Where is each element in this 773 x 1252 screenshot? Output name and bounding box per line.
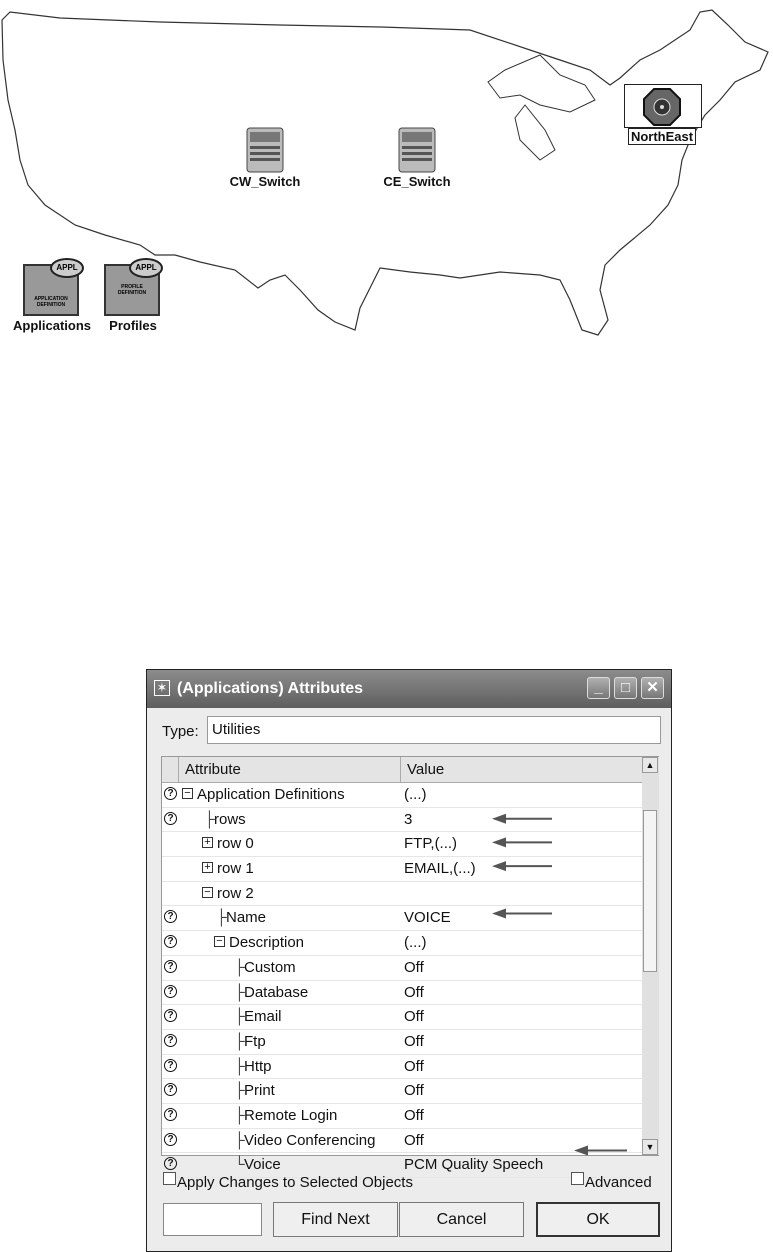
table-row[interactable] bbox=[162, 857, 642, 882]
close-icon: ✕ bbox=[646, 679, 659, 696]
attribute-value[interactable]: EMAIL,(...) bbox=[404, 860, 476, 878]
attribute-value[interactable]: FTP,(...) bbox=[404, 835, 458, 853]
ok-button[interactable]: OK bbox=[536, 1202, 660, 1237]
type-field[interactable]: Utilities bbox=[207, 716, 661, 744]
advanced-checkbox[interactable] bbox=[571, 1172, 584, 1185]
scrollbar-thumb[interactable] bbox=[643, 810, 657, 972]
attribute-value[interactable]: 3 bbox=[404, 810, 413, 828]
applications-node[interactable] bbox=[6, 258, 98, 333]
attribute-name: Ftp bbox=[244, 1032, 266, 1050]
scroll-down-arrow-icon[interactable]: ▼ bbox=[642, 1139, 658, 1155]
collapse-icon[interactable]: − bbox=[214, 936, 225, 947]
tree-connector: ├ bbox=[234, 1057, 245, 1075]
attribute-name: Application Definitions bbox=[197, 786, 345, 803]
help-icon[interactable]: ? bbox=[164, 960, 177, 973]
subnet-icon bbox=[641, 86, 683, 128]
tree-connector: ├ bbox=[216, 909, 227, 927]
attributes-table bbox=[161, 756, 659, 1174]
northeast-subnet-node[interactable] bbox=[622, 84, 702, 146]
attribute-value[interactable]: Off bbox=[404, 1082, 424, 1100]
help-icon[interactable]: ? bbox=[164, 812, 177, 825]
attribute-value[interactable]: Off bbox=[404, 1057, 424, 1075]
vertical-scrollbar[interactable] bbox=[642, 757, 659, 1155]
help-icon[interactable]: ? bbox=[164, 1009, 177, 1022]
close-button[interactable] bbox=[641, 677, 664, 699]
dialog-title: (Applications) Attributes bbox=[177, 680, 364, 697]
cancel-button[interactable]: Cancel bbox=[399, 1202, 524, 1237]
table-row[interactable] bbox=[162, 832, 642, 857]
appl-badge: APPL bbox=[129, 258, 163, 278]
app-star-icon: ✶ bbox=[154, 680, 170, 696]
node-label: Profiles bbox=[109, 318, 157, 333]
find-input[interactable] bbox=[163, 1203, 262, 1236]
attribute-name: Print bbox=[244, 1082, 275, 1100]
tree-connector: ├ bbox=[234, 983, 245, 1001]
help-icon[interactable]: ? bbox=[164, 1083, 177, 1096]
attribute-value[interactable]: Off bbox=[404, 958, 424, 976]
help-icon[interactable]: ? bbox=[164, 910, 177, 923]
help-icon[interactable]: ? bbox=[164, 1133, 177, 1146]
help-icon[interactable]: ? bbox=[164, 1059, 177, 1072]
tree-connector: ├ bbox=[234, 1106, 245, 1124]
attributes-dialog bbox=[146, 669, 672, 1252]
tree-connector: └ bbox=[234, 1156, 245, 1174]
attribute-name: rows bbox=[214, 810, 246, 828]
attribute-name: Custom bbox=[244, 958, 296, 976]
attribute-value[interactable]: (...) bbox=[404, 934, 427, 952]
icon-caption: PROFILE DEFINITION bbox=[117, 284, 147, 296]
table-row[interactable] bbox=[162, 1129, 642, 1154]
tree-connector: ├ bbox=[204, 810, 215, 828]
table-row[interactable] bbox=[162, 981, 642, 1006]
advanced-label: Advanced bbox=[585, 1174, 652, 1191]
tree-connector: ├ bbox=[234, 1032, 245, 1050]
scroll-up-arrow-icon[interactable]: ▲ bbox=[642, 757, 658, 773]
expand-icon[interactable]: + bbox=[202, 862, 213, 873]
attribute-name: row 2 bbox=[217, 884, 254, 902]
appl-badge: APPL bbox=[50, 258, 84, 278]
tree-connector: ├ bbox=[234, 1008, 245, 1026]
node-label: Applications bbox=[12, 318, 91, 333]
attribute-name: Video Conferencing bbox=[244, 1131, 376, 1149]
attribute-name: Email bbox=[244, 1008, 282, 1026]
table-row[interactable] bbox=[162, 1104, 642, 1129]
node-label: CE_Switch bbox=[383, 174, 451, 189]
switch-icon bbox=[244, 126, 286, 174]
table-row[interactable] bbox=[162, 1005, 642, 1030]
help-icon[interactable]: ? bbox=[164, 1108, 177, 1121]
attribute-name: Http bbox=[244, 1057, 272, 1075]
maximize-button[interactable] bbox=[614, 677, 637, 699]
attribute-column-header[interactable]: Attribute bbox=[179, 757, 401, 782]
help-icon[interactable]: ? bbox=[164, 1157, 177, 1170]
help-column-header bbox=[162, 757, 179, 782]
help-icon[interactable]: ? bbox=[164, 787, 177, 800]
node-label: CW_Switch bbox=[229, 174, 301, 189]
table-body bbox=[162, 783, 642, 1178]
apply-changes-checkbox[interactable] bbox=[163, 1172, 176, 1185]
attribute-value[interactable]: Off bbox=[404, 1131, 424, 1149]
attribute-value[interactable]: Off bbox=[404, 1008, 424, 1026]
apply-changes-label: Apply Changes to Selected Objects bbox=[177, 1174, 413, 1191]
table-row[interactable] bbox=[162, 783, 642, 808]
help-icon[interactable]: ? bbox=[164, 985, 177, 998]
attribute-value[interactable]: VOICE bbox=[404, 909, 451, 927]
minimize-icon: _ bbox=[594, 679, 603, 696]
profiles-node[interactable] bbox=[100, 258, 166, 333]
node-label: NorthEast bbox=[628, 128, 696, 145]
minimize-button[interactable] bbox=[587, 677, 610, 699]
ce-switch-node[interactable] bbox=[377, 126, 457, 189]
collapse-icon[interactable]: − bbox=[202, 887, 213, 898]
table-row[interactable] bbox=[162, 931, 642, 956]
title-bar[interactable] bbox=[147, 670, 671, 708]
network-map[interactable] bbox=[0, 0, 773, 345]
tree-connector: ├ bbox=[234, 958, 245, 976]
table-row[interactable] bbox=[162, 1079, 642, 1104]
help-icon[interactable]: ? bbox=[164, 935, 177, 948]
attribute-name: row 1 bbox=[217, 860, 254, 878]
attribute-name: Voice bbox=[244, 1156, 281, 1174]
attribute-name: Description bbox=[229, 934, 305, 952]
table-row[interactable] bbox=[162, 906, 642, 931]
table-header bbox=[162, 757, 642, 783]
attribute-value[interactable]: (...) bbox=[404, 786, 427, 803]
attribute-name: Database bbox=[244, 983, 309, 1001]
value-column-header[interactable]: Value bbox=[407, 761, 445, 778]
tree-connector: ├ bbox=[234, 1131, 245, 1149]
maximize-icon: □ bbox=[620, 679, 631, 696]
switch-icon bbox=[396, 126, 438, 174]
table-row[interactable] bbox=[162, 808, 642, 833]
table-row[interactable] bbox=[162, 1055, 642, 1080]
attribute-name: Name bbox=[226, 909, 267, 927]
find-next-button[interactable]: Find Next bbox=[273, 1202, 398, 1237]
table-row[interactable] bbox=[162, 882, 642, 907]
collapse-icon[interactable]: − bbox=[182, 788, 193, 799]
type-label: Type: bbox=[162, 723, 199, 740]
expand-icon[interactable]: + bbox=[202, 837, 213, 848]
icon-caption: APPLICATION DEFINITION bbox=[34, 296, 68, 308]
attribute-value[interactable]: Off bbox=[404, 1106, 424, 1124]
attribute-value[interactable]: Off bbox=[404, 983, 424, 1001]
help-icon[interactable]: ? bbox=[164, 1034, 177, 1047]
table-row[interactable] bbox=[162, 956, 642, 981]
cw-switch-node[interactable] bbox=[225, 126, 305, 189]
attribute-value[interactable]: Off bbox=[404, 1032, 424, 1050]
attribute-value[interactable]: PCM Quality Speech bbox=[404, 1156, 544, 1174]
table-row[interactable] bbox=[162, 1030, 642, 1055]
attribute-name: row 0 bbox=[217, 835, 254, 853]
tree-connector: ├ bbox=[234, 1082, 245, 1100]
attribute-name: Remote Login bbox=[244, 1106, 338, 1124]
